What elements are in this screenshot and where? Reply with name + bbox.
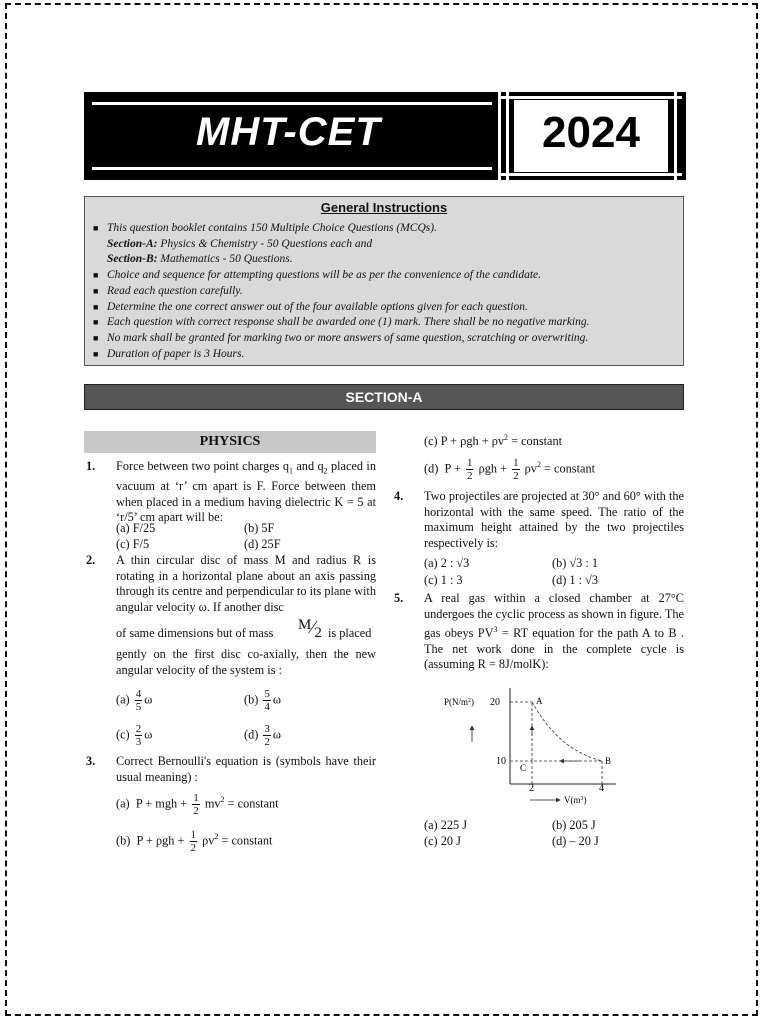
option[interactable]: (d) $\frac{3}{2}$ ω <box>244 723 282 748</box>
option[interactable]: (c) $P + \rho gh + \rho v^2$ = constant <box>424 433 563 449</box>
option[interactable]: (c) F/5 <box>116 537 150 551</box>
instruction-item: ■ Duration of paper is 3 Hours. <box>93 347 245 360</box>
y-tick-label: 10 <box>496 756 506 767</box>
option[interactable]: (b) 5F <box>244 521 275 535</box>
question-2-text-line: gently on the first disc co-axially, then the new angular velocity of the system is : <box>116 647 376 677</box>
instruction-item: ■ No mark shall be granted for marking two or more answers of same question, scratching or overwriting. <box>93 331 589 344</box>
question-4-text: Two projectiles are projected at 30° and 60° with the horizontal with the same speed. The ratio of the maximum height attained by the two projectiles respectively is: <box>424 489 684 550</box>
x-tick-label: 4 <box>599 783 604 794</box>
option[interactable]: (a) 225 J <box>424 818 468 832</box>
question-number: 4. <box>394 489 404 503</box>
instructions-heading: General Instructions <box>320 200 448 215</box>
question-1-text: Force between two point charges $q_1$ and $q_2$ placed in vacuum at ‘r’ cm apart is F. Force between them when placed in a medium having dielectric K = 5 at ‘r/5’ cm apart will be: <box>116 459 376 525</box>
instruction-item: ■ Each question with correct response shall be awarded one (1) mark. There shall be no negative marking. <box>93 316 590 329</box>
option[interactable]: (c) 20 J <box>424 834 461 848</box>
question-number: 5. <box>394 591 404 605</box>
question-number: 1. <box>86 459 96 473</box>
question-2-text: A thin circular disc of mass M and radius R is rotating in a horizontal plane about an axis passing through its centre and perpendicular to its plane with angular velocity ω. If another disc <box>116 553 376 614</box>
question-number: 2. <box>86 553 96 567</box>
instruction-item: ■ Choice and sequence for attempting questions will be as per the convenience of the candidate. <box>93 269 542 282</box>
pv-diagram <box>440 680 640 810</box>
question-2-text-line: is placed <box>328 626 372 640</box>
instruction-item: ■ Read each question carefully. <box>93 284 243 297</box>
option[interactable]: (d) P + $\frac{1}{2}$ ρgh + $\frac{1}{2}$ $\rho v^2$ = constant <box>424 457 596 482</box>
y-tick-label: 20 <box>490 697 500 708</box>
option[interactable]: (c) $\frac{2}{3}$ ω <box>116 723 153 748</box>
section-title: SECTION-A <box>84 384 684 410</box>
y-axis-label: $P(N/m^2)$ <box>444 697 475 707</box>
path-a-b <box>532 702 602 761</box>
mass-fraction: M⁄2 <box>298 617 322 641</box>
option[interactable]: (d) 1 : √3 <box>552 573 599 587</box>
x-tick-label: 2 <box>529 783 534 794</box>
question-3-text: Correct Bernoulli's equation is (symbols have their usual meaning) : <box>116 754 376 784</box>
option[interactable]: (a) P + mgh + $\frac{1}{2}$ $mv^2$ = constant <box>116 792 279 817</box>
option[interactable]: (a) $\frac{4}{5}$ ω <box>116 688 153 713</box>
subject-heading: PHYSICS <box>84 431 376 453</box>
option[interactable]: (b) $\frac{5}{4}$ ω <box>244 688 282 713</box>
question-number: 3. <box>86 754 96 768</box>
option[interactable]: (d) – 20 J <box>552 834 599 848</box>
option[interactable]: (a) 2 : √3 <box>424 556 470 570</box>
instruction-item: ■ Determine the one correct answer out of the four available options given for each question. <box>93 300 528 313</box>
point-label: A <box>536 696 543 706</box>
option[interactable]: (a) F/25 <box>116 521 156 535</box>
option[interactable]: (d) 25F <box>244 537 281 551</box>
option[interactable]: (b) 205 J <box>552 818 596 832</box>
option[interactable]: (b) P + ρgh + $\frac{1}{2}$ $\rho v^2$ = constant <box>116 829 273 854</box>
instruction-item: Section-A: Physics & Chemistry - 50 Questions each and <box>107 237 373 250</box>
instruction-item: ■ This question booklet contains 150 Multiple Choice Questions (MCQs). <box>93 222 437 234</box>
option[interactable]: (b) √3 : 1 <box>552 556 599 570</box>
point-label: C <box>520 763 527 773</box>
point-label: B <box>605 756 612 766</box>
x-axis-label: $V(m^3)$ <box>564 795 587 805</box>
exam-year: 2024 <box>542 108 640 157</box>
question-5-text: A real gas within a closed chamber at 27°C undergoes the cyclic process as shown in figure. The gas obeys $PV^3$ = RT equation for the path A to B . The net work done in the complete cycle is (assuming R = 8J/molK): <box>424 591 684 672</box>
question-2-text-line: of same dimensions but of mass <box>116 626 274 640</box>
option[interactable]: (c) 1 : 3 <box>424 573 463 587</box>
instruction-item: Section-B: Mathematics - 50 Questions. <box>107 253 293 266</box>
exam-title: MHT-CET <box>196 110 381 154</box>
